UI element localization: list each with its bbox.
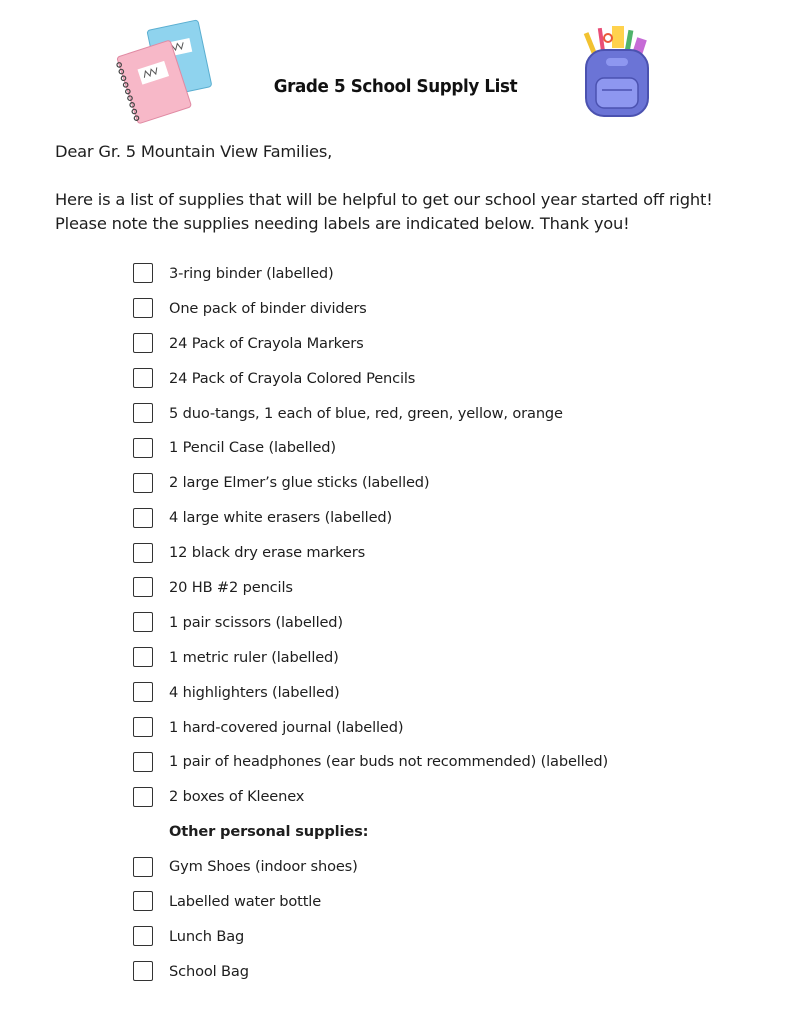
list-item	[133, 430, 608, 465]
list-item	[133, 256, 608, 291]
checkbox[interactable]	[133, 263, 153, 283]
intro-line: Here is a list of supplies that will be helpful to get our school year started off right!	[55, 190, 713, 209]
personal-supplies-heading: Other personal supplies:	[169, 823, 369, 841]
list-item	[133, 744, 608, 779]
list-item	[133, 291, 608, 326]
item-label: 1 metric ruler (labelled)	[169, 648, 339, 666]
checkbox[interactable]	[133, 403, 153, 423]
personal-supplies-heading-row	[133, 814, 608, 849]
item-label: 2 large Elmer’s glue sticks (labelled)	[169, 474, 430, 492]
backpack-icon	[572, 24, 662, 120]
checkbox[interactable]	[133, 787, 153, 807]
item-label: 1 pair of headphones (ear buds not recommended) (labelled)	[169, 753, 609, 771]
intro-paragraph	[55, 188, 755, 236]
list-item	[133, 919, 608, 954]
checkbox[interactable]	[133, 752, 153, 772]
list-item	[133, 361, 608, 396]
checkbox[interactable]	[133, 857, 153, 877]
checkbox[interactable]	[133, 612, 153, 632]
item-label: One pack of binder dividers	[169, 299, 367, 317]
list-item	[133, 675, 608, 710]
list-item	[133, 326, 608, 361]
list-item	[133, 849, 608, 884]
list-item	[133, 710, 608, 745]
intro-line: Please note the supplies needing labels are indicated below. Thank you!	[55, 214, 630, 233]
checkbox[interactable]	[133, 717, 153, 737]
supply-checklist	[133, 256, 608, 989]
item-label: 4 large white erasers (labelled)	[169, 509, 393, 527]
item-label: 1 Pencil Case (labelled)	[169, 439, 336, 457]
list-item	[133, 640, 608, 675]
checkbox[interactable]	[133, 682, 153, 702]
item-label: 3-ring binder (labelled)	[169, 264, 334, 282]
list-item	[133, 535, 608, 570]
item-label: 1 pair scissors (labelled)	[169, 613, 343, 631]
list-item	[133, 884, 608, 919]
checkbox[interactable]	[133, 438, 153, 458]
item-label: 5 duo-tangs, 1 each of blue, red, green, yellow, orange	[169, 404, 563, 422]
checkbox[interactable]	[133, 368, 153, 388]
checkbox[interactable]	[133, 473, 153, 493]
list-item	[133, 396, 608, 431]
list-item	[133, 570, 608, 605]
item-label: 24 Pack of Crayola Colored Pencils	[169, 369, 416, 387]
checkbox[interactable]	[133, 961, 153, 981]
checkbox[interactable]	[133, 543, 153, 563]
page-title: Grade 5 School Supply List	[273, 76, 518, 97]
checkbox[interactable]	[133, 508, 153, 528]
item-label: 12 black dry erase markers	[169, 544, 366, 562]
greeting: Dear Gr. 5 Mountain View Families,	[55, 142, 333, 161]
list-item	[133, 465, 608, 500]
item-label: Labelled water bottle	[169, 892, 322, 910]
item-label: 24 Pack of Crayola Markers	[169, 334, 364, 352]
list-item	[133, 500, 608, 535]
checkbox[interactable]	[133, 926, 153, 946]
list-item	[133, 605, 608, 640]
checkbox[interactable]	[133, 577, 153, 597]
item-label: School Bag	[169, 962, 249, 980]
item-label: 2 boxes of Kleenex	[169, 788, 305, 806]
item-label: Gym Shoes (indoor shoes)	[169, 858, 358, 876]
list-item	[133, 954, 608, 989]
notebooks-icon	[112, 16, 222, 124]
item-label: 4 highlighters (labelled)	[169, 683, 340, 701]
list-item	[133, 779, 608, 814]
checkbox[interactable]	[133, 333, 153, 353]
checkbox[interactable]	[133, 298, 153, 318]
checkbox[interactable]	[133, 647, 153, 667]
item-label: 20 HB #2 pencils	[169, 578, 293, 596]
item-label: 1 hard-covered journal (labelled)	[169, 718, 404, 736]
checkbox[interactable]	[133, 891, 153, 911]
item-label: Lunch Bag	[169, 927, 245, 945]
